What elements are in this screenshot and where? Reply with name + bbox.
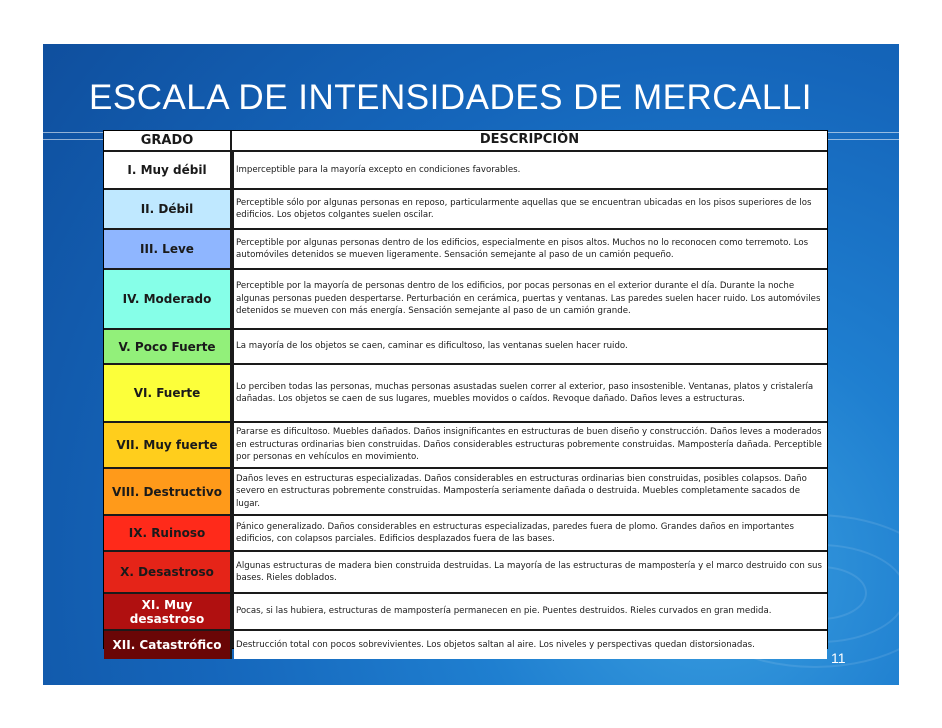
grade-cell: I. Muy débil (104, 152, 232, 188)
slide (43, 44, 899, 685)
table-row (104, 190, 827, 228)
grade-cell: II. Débil (104, 190, 232, 228)
description-text: Lo perciben todas las personas, muchas personas asustadas suelen correr al exterior, paso insostenible. Ventanas, platos y cristalería dañadas. Los objetos se caen de sus lugares, muebles movidos o caídos. Revoque dañado. Daños leves a estructuras. (236, 381, 814, 404)
description-text: Perceptible sólo por algunas personas en reposo, particularmente aquellas que se encuentran ubicadas en los pisos superiores de los edificios. Los objetos colgantes suelen oscilar. (236, 197, 812, 220)
table-header-row (104, 131, 827, 150)
header-grade: GRADO (104, 131, 232, 150)
description-cell (234, 230, 827, 268)
description-text: Daños leves en estructuras especializadas. Daños considerables en estructuras ordinarias bien construidas, posibles colapsos. Daño severo en estructuras pobremente construidas. Mampostería seriamente dañada o destruida. Muebles completamente sacados de lugar. (236, 473, 807, 509)
description-text: Destrucción total con pocos sobrevivientes. Los objetos saltan al aire. Los niveles y perspectivas quedan distorsionadas. (236, 639, 755, 650)
description-cell (234, 270, 827, 328)
mercalli-table (103, 130, 828, 652)
description-cell (234, 552, 827, 592)
description-cell (234, 152, 827, 188)
grade-cell: XI. Muy desastroso (104, 594, 232, 629)
description-cell (234, 365, 827, 421)
description-text: La mayoría de los objetos se caen, caminar es dificultoso, las ventanas suelen hacer ruido. (236, 341, 628, 352)
table-row (104, 365, 827, 421)
grade-cell: IX. Ruinoso (104, 516, 232, 550)
description-text: Pocas, si las hubiera, estructuras de mampostería permanecen en pie. Puentes destruidos. Rieles curvados en gran medida. (236, 606, 772, 617)
table-row (104, 552, 827, 592)
table-row (104, 330, 827, 363)
grade-cell: VIII. Destructivo (104, 469, 232, 514)
table-row (104, 230, 827, 268)
grade-cell: VI. Fuerte (104, 365, 232, 421)
description-text: Imperceptible para la mayoría excepto en condiciones favorables. (236, 164, 521, 175)
grade-cell: IV. Moderado (104, 270, 232, 328)
description-text: Algunas estructuras de madera bien construida destruidas. La mayoría de las estructuras de mampostería y el marco destruido con sus bases. Rieles doblados. (236, 560, 822, 583)
table-row (104, 594, 827, 629)
table-row (104, 423, 827, 467)
description-cell (234, 423, 827, 467)
description-cell (234, 516, 827, 550)
table-row (104, 152, 827, 188)
slide-title: ESCALA DE INTENSIDADES DE MERCALLI (89, 78, 813, 117)
header-description (234, 131, 827, 150)
table-row (104, 516, 827, 550)
grade-cell: VII. Muy fuerte (104, 423, 232, 467)
table-row (104, 469, 827, 514)
grade-cell: III. Leve (104, 230, 232, 268)
description-cell (234, 190, 827, 228)
grade-cell: V. Poco Fuerte (104, 330, 232, 363)
header-description-label: DESCRIPCIÓN (479, 132, 580, 148)
description-cell (234, 594, 827, 629)
table-row (104, 631, 827, 659)
grade-cell: XII. Catastrófico (104, 631, 232, 659)
description-text: Perceptible por la mayoría de personas dentro de los edificios, por pocas personas en el exterior durante el día. Durante la noche algunas personas pueden despertarse. Perturbación en cerámica, puertas y ventanas. Las paredes suelen hacer ruido. Los automóviles detenidos se mueven con más energía. Sensación semejante al paso de un camión grande. (236, 281, 821, 317)
description-text: Pánico generalizado. Daños considerables en estructuras especializadas, paredes fuera de plomo. Grandes daños en importantes edificios, con colapsos parciales. Edificios desplazados fuera de las bases. (236, 521, 794, 544)
description-text: Perceptible por algunas personas dentro de los edificios, especialmente en pisos altos. Muchos no lo reconocen como terremoto. Los automóviles detenidos se mueven ligeramente. Sensación semejante al paso de un camión pequeño. (236, 237, 809, 260)
description-cell (234, 469, 827, 514)
description-text: Pararse es dificultoso. Muebles dañados. Daños insignificantes en estructuras de buen diseño y construcción. Daños leves a moderados en estructuras ordinarias bien construidas. Daños considerables estructuras pobremente construidas. Mampostería dañada. Perceptible por personas en vehículos en movimiento. (236, 427, 822, 463)
table-row (104, 270, 827, 328)
description-cell (234, 631, 827, 659)
description-cell (234, 330, 827, 363)
page-number: 11 (831, 650, 846, 666)
grade-cell: X. Desastroso (104, 552, 232, 592)
